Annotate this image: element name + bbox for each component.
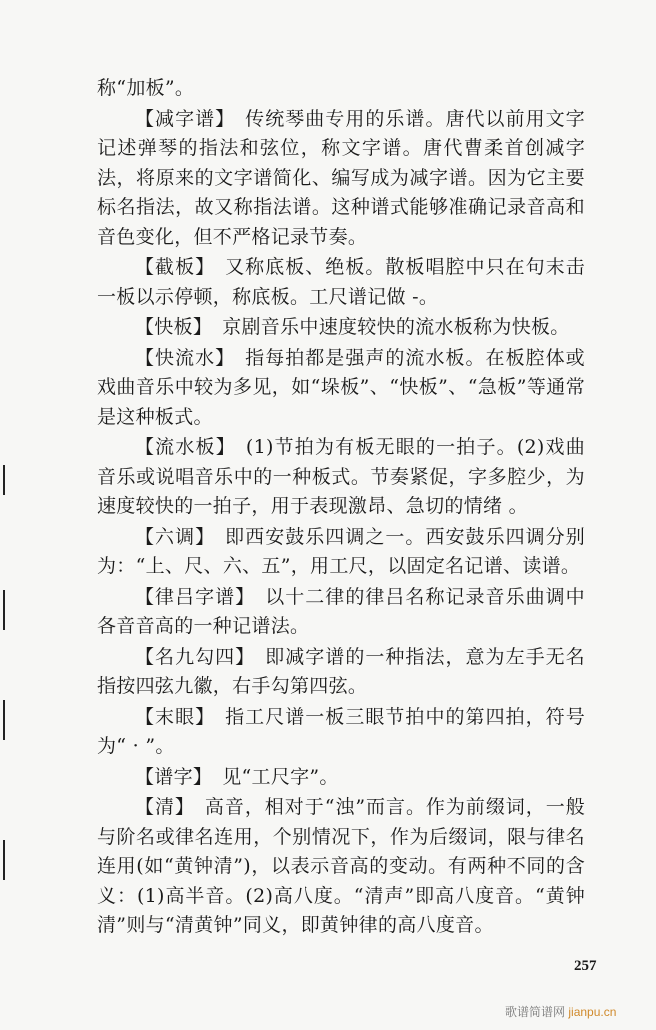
page-footer [0, 942, 656, 1020]
entry-term: 【名九勾四】 [135, 645, 256, 668]
entry-definition: (1)节拍为有板无眼的一拍子。(2)戏曲音乐或说唱音乐中的一种板式。节奏紧促，字多腔少，为速度较快的一拍子，用于表现激昂、急切的情绪 。 [97, 436, 585, 517]
glossary-entry [97, 344, 585, 433]
scan-margin-mark [3, 840, 5, 880]
entry-definition: 见“工尺字”。 [222, 765, 339, 788]
entry-definition: 即西安鼓乐四调之一。西安鼓乐四调分别为：“上、尺、六、五”，用工尺，以固定名记谱、读谱。 [97, 525, 586, 577]
entry-definition: 指工尺谱一板三眼节拍中的第四拍，符号为“ · ”。 [97, 705, 586, 757]
entry-term: 【末眼】 [135, 705, 216, 728]
entry-definition: 以十二律的律吕名称记录音乐曲调中各音音高的一种记谱法。 [97, 585, 585, 637]
watermark-site: 歌谱简谱网 [505, 1004, 566, 1019]
page-number: 257 [574, 957, 597, 974]
entry-term: 【快板】 [135, 316, 213, 338]
entry-definition: 又称底板、绝板。散板唱腔中只在句末击一板以示停顿，称底板。工尺谱记做 -。 [97, 256, 586, 308]
entry-term: 【流水板】 [135, 436, 236, 458]
glossary-entry [97, 643, 585, 702]
entry-term: 【减字谱】 [135, 107, 236, 130]
glossary-entries [97, 105, 585, 941]
entry-term: 【快流水】 [135, 346, 236, 369]
entry-term: 【截板】 [135, 256, 216, 278]
entry-term: 【律吕字谱】 [135, 585, 256, 608]
glossary-entry [97, 105, 585, 253]
glossary-entry [97, 763, 585, 793]
continuation-paragraph: 称“加板”。 [97, 77, 195, 99]
watermark-url: jianpu.cn [568, 1004, 617, 1019]
scan-margin-mark [3, 590, 5, 630]
entry-term: 【六调】 [135, 525, 216, 548]
glossary-entry [97, 433, 585, 522]
entry-term: 【清】 [135, 796, 195, 818]
glossary-entry [97, 583, 585, 642]
entry-definition: 高音，相对于“浊”而言。作为前缀词，一般与阶名或律名连用，个别情况下，作为后缀词，限与律名连用(如“黄钟清”)，以表示音高的变动。有两种不同的含义：(1)高半音。(2)高八度。“清声”即高八度音。“黄钟清”则与“清黄钟”同义，即黄钟律的高八度音。 [97, 796, 585, 936]
page-body [97, 74, 585, 942]
entry-definition: 指每拍都是强声的流水板。在板腔体或戏曲音乐中较为多见，如“垛板”、“快板”、“急板”等通常是这种板式。 [97, 346, 585, 428]
watermark [505, 1004, 656, 1020]
glossary-entry [97, 253, 585, 312]
scan-margin-mark [3, 465, 5, 495]
glossary-entry [97, 523, 585, 582]
entry-definition: 即减字谱的一种指法，意为左手无名指按四弦九徽，右手勾第四弦。 [97, 645, 585, 697]
glossary-entry [97, 793, 585, 941]
entry-term: 【谱字】 [135, 765, 213, 788]
glossary-entry [97, 313, 585, 343]
entry-definition: 传统琴曲专用的乐谱。唐代以前用文字记述弹琴的指法和弦位，称文字谱。唐代曹柔首创减字法，将原来的文字谱简化、编写成为减字谱。因为它主要标名指法，故又称指法谱。这种谱式能够准确记录音高和音色变化，但不严格记录节奏。 [97, 107, 585, 248]
entry-definition: 京剧音乐中速度较快的流水板称为快板。 [222, 316, 570, 338]
glossary-entry [97, 703, 585, 762]
scan-margin-mark [3, 700, 5, 740]
